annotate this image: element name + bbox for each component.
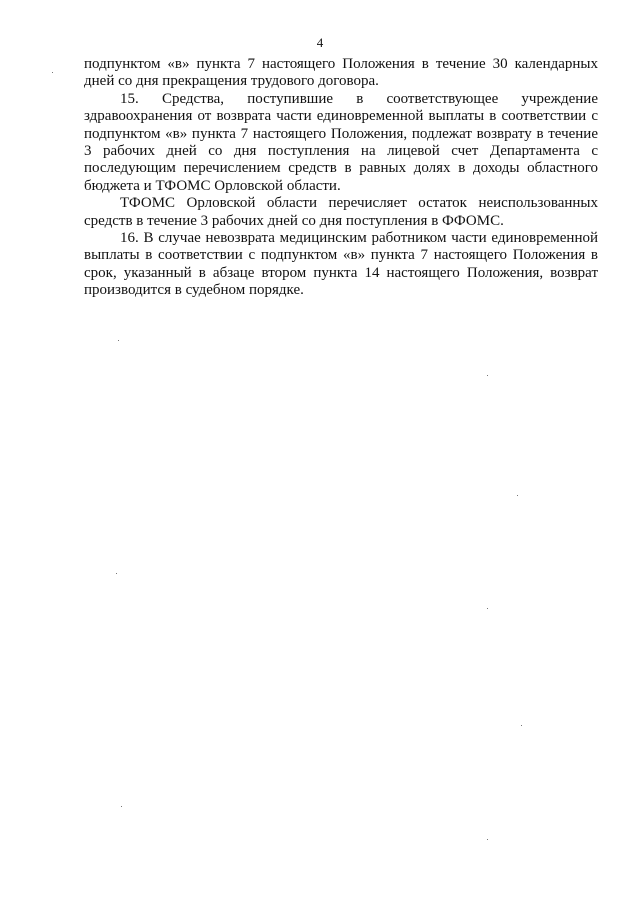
paragraph-15: 15. Средства, поступившие в соответствующее учреждение здравоохранения от возврата части единовременной выплаты в соответствии с подпунктом «в» пункта 7 настоящего Положения, подлежат возврату в течение 3 рабочих дней со дня поступления на лицевой счет Департамента с последующим перечислением средств в равных долях в доходы областного бюджета и ТФОМС Орловской области. bbox=[84, 90, 598, 194]
scan-speck bbox=[487, 375, 488, 376]
paragraph-continuation: подпунктом «в» пункта 7 настоящего Положения в течение 30 календарных дней со дня прекращения трудового договора. bbox=[84, 56, 598, 90]
scan-speck bbox=[487, 839, 488, 840]
page-number: 4 bbox=[316, 35, 324, 50]
scan-speck bbox=[487, 608, 488, 609]
scan-speck bbox=[517, 495, 518, 496]
scan-speck bbox=[118, 340, 119, 341]
scan-speck bbox=[521, 725, 522, 726]
scan-speck bbox=[121, 806, 122, 807]
document-body bbox=[84, 56, 598, 300]
scan-speck bbox=[52, 72, 53, 73]
paragraph-tfoms: ТФОМС Орловской области перечисляет остаток неиспользованных средств в течение 3 рабочих дней со дня поступления в ФФОМС. bbox=[84, 195, 598, 229]
scan-speck bbox=[116, 573, 117, 574]
paragraph-16: 16. В случае невозврата медицинским работником части единовременной выплаты в соответствии с подпунктом «в» пункта 7 настоящего Положения в срок, указанный в абзаце втором пункта 14 настоящего Положения, возврат производится в судебном порядке. bbox=[84, 230, 598, 299]
